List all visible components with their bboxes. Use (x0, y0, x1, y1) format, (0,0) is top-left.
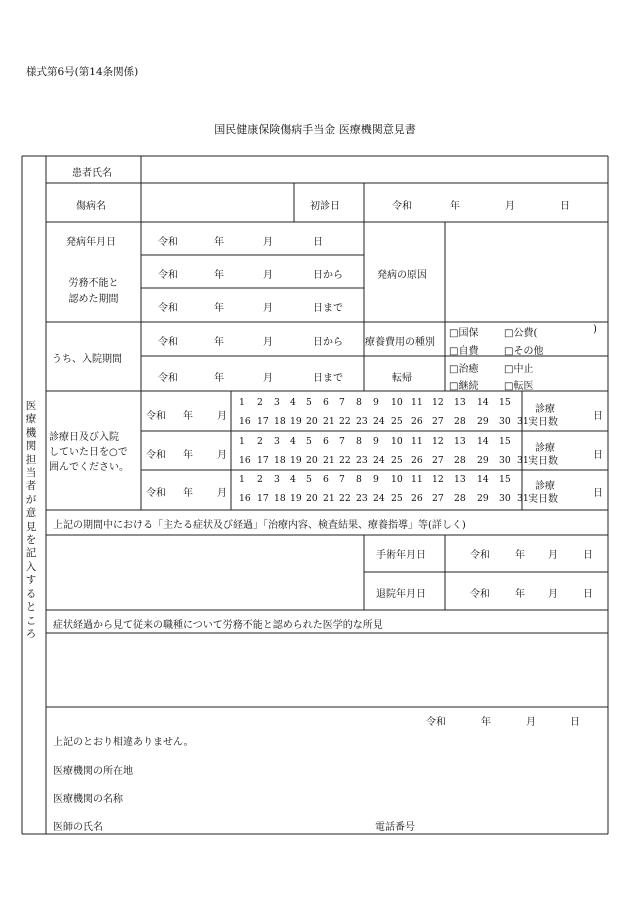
calendar-day[interactable]: 4 (290, 436, 296, 447)
calendar-year: 年 (183, 488, 193, 499)
outcome-label: 転帰 (392, 373, 412, 384)
calendar-day[interactable]: 13 (454, 474, 466, 485)
hosp-from-day: 日から (313, 337, 343, 348)
labor-from-month: 月 (263, 270, 273, 281)
calendar-day[interactable]: 4 (290, 397, 296, 408)
calendar-day[interactable]: 23 (356, 455, 368, 466)
actual-days-label: 診療 (535, 443, 555, 454)
calendar-day[interactable]: 19 (290, 493, 302, 504)
calendar-day[interactable]: 21 (323, 416, 335, 427)
hospitalization-label: うち、入院期間 (52, 354, 122, 365)
labor-until-month: 月 (263, 303, 273, 314)
calendar-day[interactable]: 10 (391, 474, 403, 485)
checkbox-jihi[interactable]: □自費 (449, 346, 479, 357)
calendar-day[interactable]: 9 (373, 397, 379, 408)
discharge-year: 年 (515, 589, 525, 600)
calendar-day[interactable]: 30 (499, 455, 511, 466)
hosp-from-era: 令和 (158, 337, 178, 348)
actual-days-label: 診療 (535, 404, 555, 415)
calendar-day[interactable]: 31 (517, 493, 529, 504)
calendar-day[interactable]: 14 (477, 436, 489, 447)
opinion-heading: 症状経過から見て従来の職種について労務不能と認められた医学的な所見 (53, 620, 383, 631)
calendar-day[interactable]: 25 (391, 493, 403, 504)
calendar-day[interactable]: 22 (339, 416, 351, 427)
labor-from-day: 日から (313, 270, 343, 281)
labor-incapacity-label: 労務不能と 認めた期間 (68, 278, 119, 305)
visit-days-label: 診療日及び入院 していた日を○で 囲んでください。 (49, 432, 129, 473)
calendar-day[interactable]: 8 (356, 397, 362, 408)
calendar-day[interactable]: 17 (257, 455, 269, 466)
calendar-year: 年 (183, 450, 193, 461)
calendar-day[interactable]: 21 (323, 455, 335, 466)
cert-day: 日 (570, 717, 580, 728)
calendar-day[interactable]: 31 (517, 416, 529, 427)
calendar-day[interactable]: 8 (356, 436, 362, 447)
surgery-date-label: 手術年月日 (376, 550, 426, 561)
first-visit-month: 月 (505, 201, 515, 212)
calendar-day[interactable]: 18 (274, 416, 286, 427)
calendar-day[interactable]: 26 (411, 416, 423, 427)
calendar-day[interactable]: 29 (477, 493, 489, 504)
calendar-day[interactable]: 2 (257, 474, 263, 485)
calendar-day[interactable]: 15 (499, 474, 511, 485)
calendar-day[interactable]: 22 (339, 493, 351, 504)
hosp-until-year: 年 (214, 373, 224, 384)
calendar-day[interactable]: 3 (274, 474, 280, 485)
actual-days-unit: 日 (593, 450, 603, 461)
side-label: 医 療 機 関 担 当 者 が 意 見 を 記 入 す る と こ ろ (25, 400, 37, 640)
calendar-day[interactable]: 1 (239, 474, 245, 485)
actual-days-label: 実日数 (528, 494, 558, 505)
calendar-day[interactable]: 19 (290, 416, 302, 427)
discharge-date-label: 退院年月日 (376, 589, 426, 600)
calendar-day[interactable]: 31 (517, 455, 529, 466)
actual-days-label: 実日数 (528, 456, 558, 467)
doctor-name-label: 医師の氏名 (53, 822, 103, 833)
calendar-day[interactable]: 15 (499, 436, 511, 447)
calendar-day[interactable]: 28 (454, 493, 466, 504)
surgery-year: 年 (515, 550, 525, 561)
calendar-day[interactable]: 6 (323, 436, 329, 447)
institution-name-label: 医療機関の名称 (53, 794, 123, 805)
institution-address-label: 医療機関の所在地 (53, 766, 133, 777)
disease-name-label: 傷病名 (76, 201, 106, 212)
calendar-day[interactable]: 20 (306, 455, 318, 466)
actual-days-unit: 日 (593, 411, 603, 422)
calendar-day[interactable]: 19 (290, 455, 302, 466)
patient-name-label: 患者氏名 (72, 168, 112, 179)
calendar-day[interactable]: 16 (239, 493, 251, 504)
calendar-month: 月 (217, 488, 227, 499)
calendar-day[interactable]: 5 (306, 474, 312, 485)
labor-from-era: 令和 (158, 270, 178, 281)
calendar-day[interactable]: 11 (411, 397, 423, 408)
first-visit-year: 年 (450, 201, 460, 212)
calendar-day[interactable]: 26 (411, 455, 423, 466)
onset-era: 令和 (158, 237, 178, 248)
calendar-day[interactable]: 24 (373, 493, 385, 504)
calendar-day[interactable]: 8 (356, 474, 362, 485)
cert-month: 月 (526, 717, 536, 728)
calendar-day[interactable]: 25 (391, 455, 403, 466)
calendar-day[interactable]: 12 (432, 436, 444, 447)
calendar-day[interactable]: 22 (339, 455, 351, 466)
calendar-day[interactable]: 23 (356, 493, 368, 504)
patient-name-field[interactable] (141, 156, 608, 183)
calendar-day[interactable]: 29 (477, 416, 489, 427)
opinion-field[interactable] (46, 633, 608, 707)
checkbox-chushi[interactable]: □中止 (504, 364, 534, 375)
calendar-day[interactable]: 18 (274, 493, 286, 504)
calendar-day[interactable]: 26 (411, 493, 423, 504)
calendar-day[interactable]: 2 (257, 397, 263, 408)
phone-label: 電話番号 (375, 822, 415, 833)
first-visit-label: 初診日 (310, 201, 340, 212)
calendar-day[interactable]: 13 (454, 436, 466, 447)
symptoms-heading: 上記の期間中における「主たる症状及び経過」「治療内容、検査結果、療養指導」等(詳しく) (53, 520, 466, 531)
labor-until-year: 年 (214, 303, 224, 314)
calendar-day[interactable]: 3 (274, 436, 280, 447)
checkbox-kouhi[interactable]: □公費( (504, 328, 538, 339)
calendar-day[interactable]: 28 (454, 416, 466, 427)
actual-days-label: 診療 (535, 481, 555, 492)
calendar-day[interactable]: 14 (477, 397, 489, 408)
calendar-era: 令和 (146, 488, 166, 499)
onset-day: 日 (313, 237, 323, 248)
calendar-day[interactable]: 24 (373, 455, 385, 466)
form-number: 様式第6号(第14条関係) (26, 66, 139, 78)
calendar-day[interactable]: 1 (239, 397, 245, 408)
document-title: 国民健康保険傷病手当金 医療機関意見書 (214, 123, 416, 136)
calendar-day[interactable]: 27 (432, 416, 444, 427)
actual-days-label: 実日数 (528, 417, 558, 428)
calendar-day[interactable]: 27 (432, 493, 444, 504)
surgery-day: 日 (583, 550, 593, 561)
checkbox-kokuho[interactable]: □国保 (449, 328, 479, 339)
calendar-day[interactable]: 4 (290, 474, 296, 485)
calendar-day[interactable]: 3 (274, 397, 280, 408)
calendar-day[interactable]: 10 (391, 397, 403, 408)
hosp-from-month: 月 (263, 337, 273, 348)
hosp-until-month: 月 (263, 373, 273, 384)
hosp-until-day: 日まで (313, 373, 343, 384)
discharge-era: 令和 (470, 589, 490, 600)
calendar-day[interactable]: 30 (499, 493, 511, 504)
calendar-year: 年 (183, 411, 193, 422)
calendar-day[interactable]: 12 (432, 397, 444, 408)
hosp-until-era: 令和 (158, 373, 178, 384)
calendar-day[interactable]: 16 (239, 455, 251, 466)
calendar-day[interactable]: 30 (499, 416, 511, 427)
calendar-day[interactable]: 1 (239, 436, 245, 447)
calendar-day[interactable]: 9 (373, 474, 379, 485)
calendar-day[interactable]: 11 (411, 436, 423, 447)
calendar-day[interactable]: 11 (411, 474, 423, 485)
calendar-day[interactable]: 5 (306, 397, 312, 408)
medical-cost-type-label: 療養費用の種別 (365, 337, 435, 348)
disease-name-field[interactable] (141, 184, 294, 221)
calendar-day[interactable]: 28 (454, 455, 466, 466)
calendar-day[interactable]: 9 (373, 436, 379, 447)
calendar-day[interactable]: 25 (391, 416, 403, 427)
labor-until-era: 令和 (158, 303, 178, 314)
calendar-day[interactable]: 7 (339, 436, 345, 447)
cert-year: 年 (481, 717, 491, 728)
surgery-month: 月 (548, 550, 558, 561)
calendar-day[interactable]: 20 (306, 416, 318, 427)
onset-year: 年 (214, 237, 224, 248)
calendar-day[interactable]: 6 (323, 397, 329, 408)
surgery-era: 令和 (470, 550, 490, 561)
calendar-era: 令和 (146, 450, 166, 461)
calendar-day[interactable]: 17 (257, 493, 269, 504)
calendar-month: 月 (217, 411, 227, 422)
calendar-month: 月 (217, 450, 227, 461)
calendar-day[interactable]: 6 (323, 474, 329, 485)
calendar-day[interactable]: 10 (391, 436, 403, 447)
kouhi-close-paren: ) (593, 324, 597, 335)
calendar-day[interactable]: 17 (257, 416, 269, 427)
symptoms-field[interactable] (46, 535, 364, 610)
calendar-day[interactable]: 15 (499, 397, 511, 408)
calendar-day[interactable]: 5 (306, 436, 312, 447)
hosp-from-year: 年 (214, 337, 224, 348)
certification-statement: 上記のとおり相違ありません。 (53, 737, 194, 748)
calendar-day[interactable]: 7 (339, 397, 345, 408)
calendar-day[interactable]: 29 (477, 455, 489, 466)
labor-from-year: 年 (214, 270, 224, 281)
cause-of-onset-field[interactable] (445, 222, 608, 322)
labor-until-day: 日まで (313, 303, 343, 314)
checkbox-keizoku[interactable]: □継続 (449, 381, 479, 392)
calendar-day[interactable]: 2 (257, 436, 263, 447)
calendar-day[interactable]: 14 (477, 474, 489, 485)
calendar-day[interactable]: 16 (239, 416, 251, 427)
cert-era: 令和 (426, 717, 446, 728)
calendar-era: 令和 (146, 411, 166, 422)
calendar-day[interactable]: 7 (339, 474, 345, 485)
first-visit-day: 日 (560, 201, 570, 212)
calendar-day[interactable]: 23 (356, 416, 368, 427)
calendar-day[interactable]: 27 (432, 455, 444, 466)
calendar-day[interactable]: 21 (323, 493, 335, 504)
onset-month: 月 (263, 237, 273, 248)
discharge-month: 月 (548, 589, 558, 600)
onset-date-label: 発病年月日 (66, 237, 116, 248)
calendar-day[interactable]: 13 (454, 397, 466, 408)
first-visit-era: 令和 (392, 201, 412, 212)
calendar-day[interactable]: 24 (373, 416, 385, 427)
calendar-day[interactable]: 18 (274, 455, 286, 466)
calendar-day[interactable]: 20 (306, 493, 318, 504)
calendar-day[interactable]: 12 (432, 474, 444, 485)
cause-of-onset-label: 発病の原因 (377, 270, 427, 281)
checkbox-ten-i[interactable]: □転医 (504, 381, 534, 392)
checkbox-chiyu[interactable]: □治癒 (449, 364, 479, 375)
actual-days-unit: 日 (593, 488, 603, 499)
discharge-day: 日 (583, 589, 593, 600)
checkbox-sonota[interactable]: □その他 (504, 346, 544, 357)
